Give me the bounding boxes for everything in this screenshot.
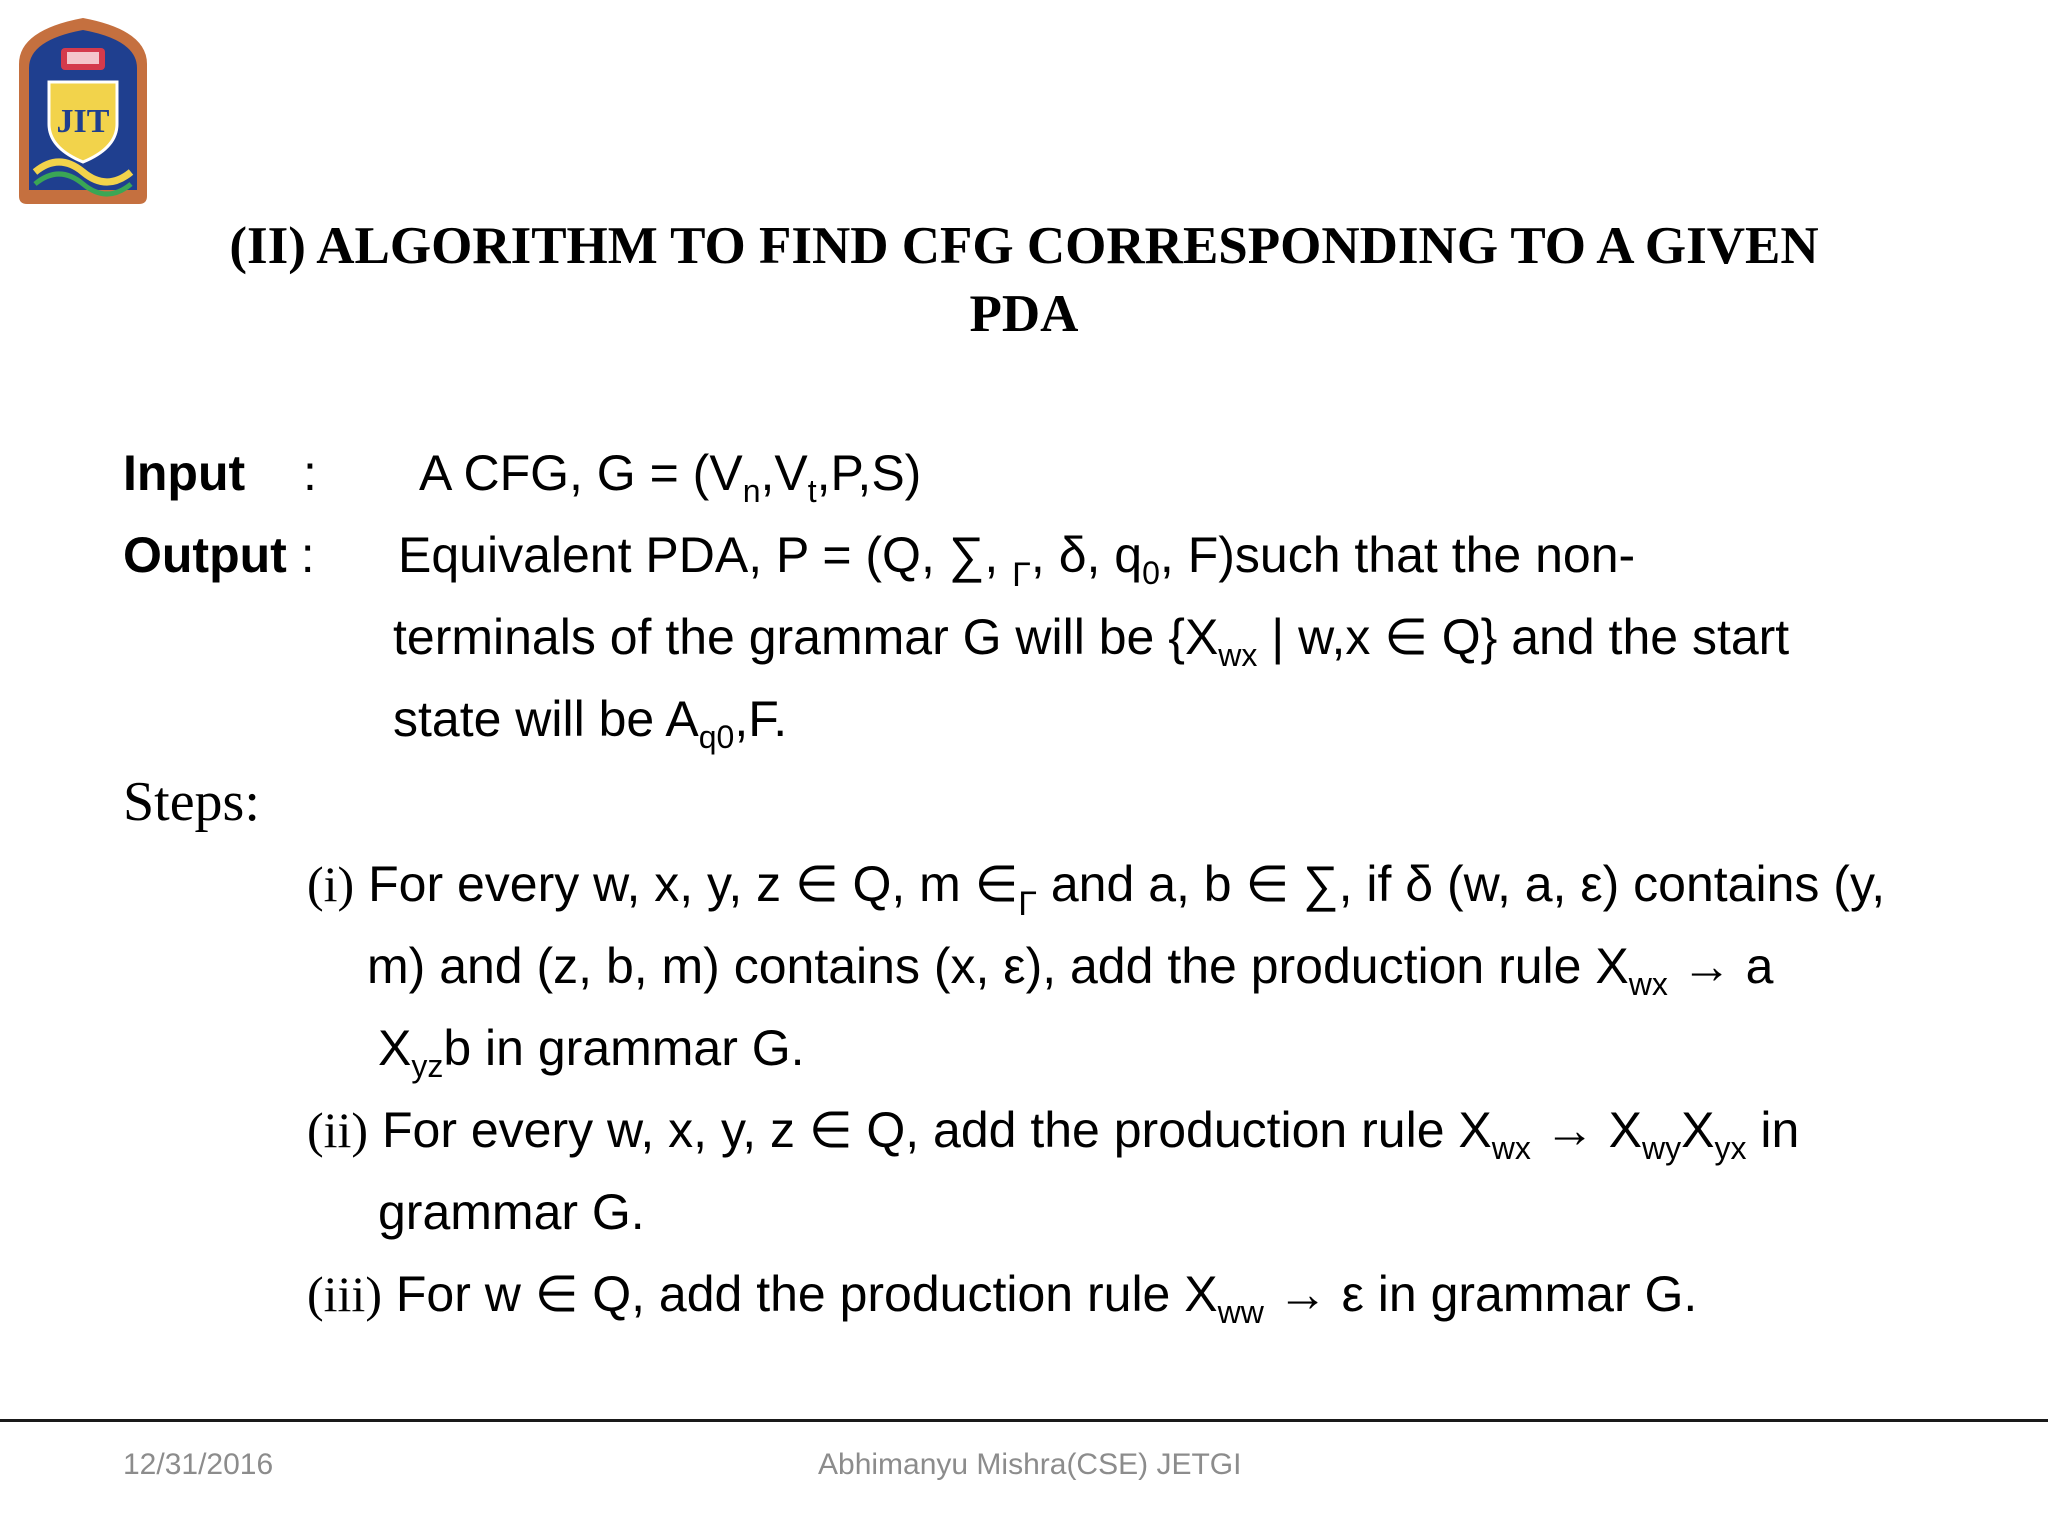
step-3-line-1: (iii) For w ∈ Q, add the production rule $X_{ww} \to \varepsilon$ in grammar G. [307, 1266, 1698, 1330]
step-2-line-1: (ii) For every w, x, y, z ∈ Q, add the production rule $X_{wx} \to X_{wy}X_{yx}$ in [307, 1102, 1800, 1166]
input-label: Input [123, 445, 246, 501]
step-1-marker: (i) [307, 856, 355, 912]
input-text: A CFG, $G = (V_n,V_t,P,S)$ [419, 445, 922, 509]
input-line [123, 443, 922, 509]
step-3-marker: (iii) [307, 1266, 382, 1322]
footer-divider [0, 1419, 2048, 1422]
step-1-line-2: m) and (z, b, m) contains (x, ε), add the production rule $X_{wx} \to a$ [367, 938, 1774, 1002]
footer-date: 12/31/2016 [123, 1448, 274, 1481]
title-line-2: PDA [969, 285, 1079, 343]
step-2-line-2: grammar G. [378, 1184, 645, 1240]
output-line-1 [123, 525, 1636, 594]
steps-heading: Steps: [123, 771, 260, 833]
step-1-line-3: $X_{yz}b$ in grammar G. [378, 1020, 805, 1084]
footer-author: Abhimanyu Mishra(CSE) JETGI [818, 1448, 1242, 1481]
output-line-3: state will be $A_{q0},F$. [393, 691, 788, 755]
slide-title [0, 212, 2048, 348]
output-colon: : [286, 527, 315, 583]
output-text-1: Equivalent PDA, P = (Q, ∑, Γ, δ, $q_0$, F)such that the non- [398, 525, 1635, 605]
institute-crest-icon [5, 12, 161, 210]
input-colon: : [303, 445, 317, 501]
svg-text:JIT: JIT [56, 103, 110, 140]
gamma-symbol: Γ [1018, 885, 1037, 923]
step-1-line-1: (i) For every w, x, y, z ∈ Q, m ∈Γ and a, b ∈ ∑, if δ (w, a, ε) contains (y, [307, 854, 1885, 934]
institute-logo [5, 12, 161, 210]
output-line-2: terminals of the grammar G will be {$X_{wx}$ | w,x ∈ Q} and the start [393, 609, 1790, 673]
output-label: Output [123, 527, 287, 583]
step-2-marker: (ii) [307, 1102, 369, 1158]
gamma-symbol: Γ [1012, 556, 1031, 594]
title-line-1: (II) ALGORITHM TO FIND CFG CORRESPONDING TO A GIVEN [229, 217, 1819, 275]
